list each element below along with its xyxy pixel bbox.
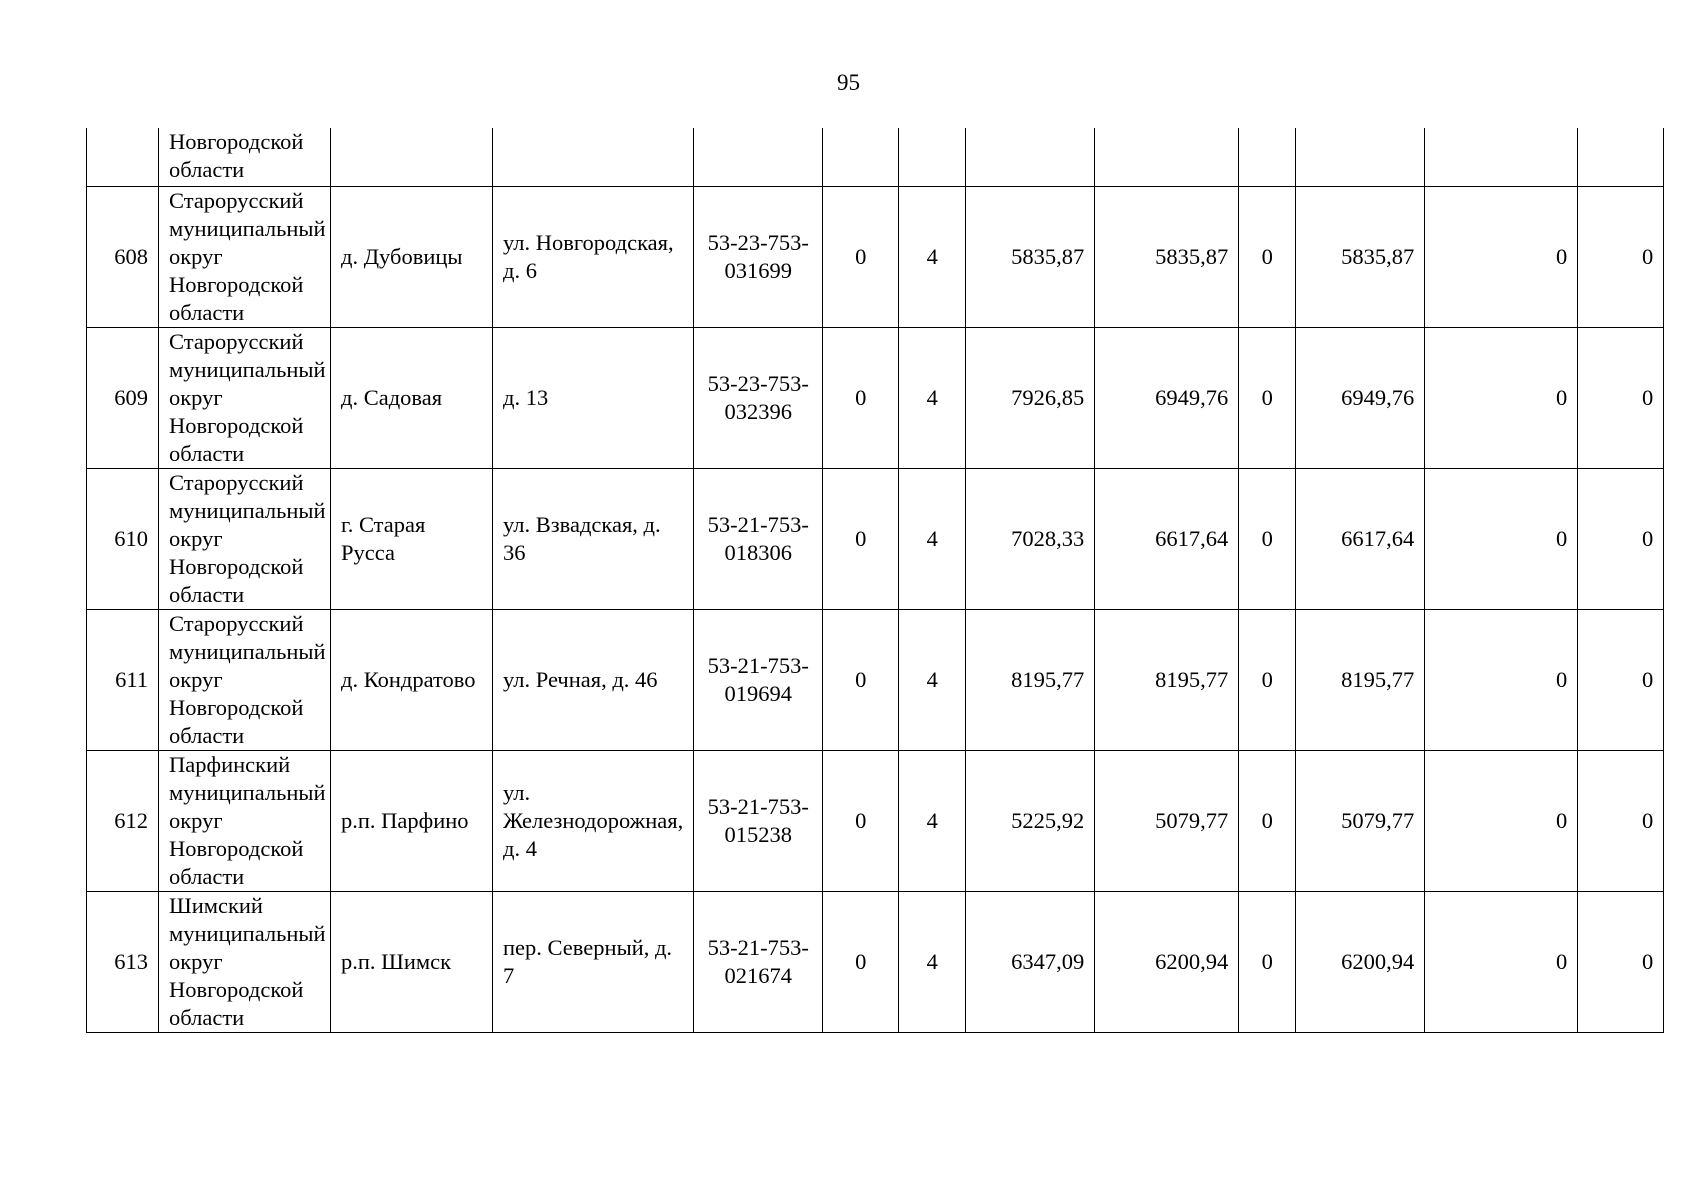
cell-col6: 0: [823, 327, 899, 468]
cell-col6: 0: [823, 609, 899, 750]
cell-municipality: Старорусский муниципальный округ Новгородской области: [159, 327, 331, 468]
cell-col8: [966, 128, 1095, 186]
cell-col7: 4: [899, 891, 966, 1032]
cell-code: 53-21-753-015238: [694, 750, 823, 891]
cell-col7: 4: [899, 468, 966, 609]
cell-address: пер. Северный, д. 7: [493, 891, 694, 1032]
cell-settlement: р.п. Парфино: [331, 750, 493, 891]
cell-col7: [899, 128, 966, 186]
cell-col11: 8195,77: [1296, 609, 1425, 750]
cell-address: ул. Новгородская, д. 6: [493, 186, 694, 327]
cell-col12: [1425, 128, 1578, 186]
cell-code: 53-23-753-031699: [694, 186, 823, 327]
cell-col7: 4: [899, 750, 966, 891]
cell-col13: 0: [1578, 327, 1664, 468]
cell-col12: 0: [1425, 327, 1578, 468]
cell-col10: 0: [1239, 327, 1296, 468]
table-row-continuation: [87, 128, 1664, 186]
cell-col10: 0: [1239, 609, 1296, 750]
cell-col12: 0: [1425, 609, 1578, 750]
cell-col9: 6200,94: [1095, 891, 1239, 1032]
cell-col8: 5225,92: [966, 750, 1095, 891]
cell-col11: 6949,76: [1296, 327, 1425, 468]
cell-address: ул. Речная, д. 46: [493, 609, 694, 750]
cell-num: 613: [87, 891, 159, 1032]
cell-col6: 0: [823, 186, 899, 327]
cell-col10: 0: [1239, 186, 1296, 327]
cell-settlement: д. Дубовицы: [331, 186, 493, 327]
cell-code: 53-21-753-018306: [694, 468, 823, 609]
table-row: [87, 750, 1664, 891]
cell-municipality: Старорусский муниципальный округ Новгородской области: [159, 609, 331, 750]
cell-col7: 4: [899, 609, 966, 750]
table-row: [87, 891, 1664, 1032]
cell-col8: 7028,33: [966, 468, 1095, 609]
cell-code: 53-21-753-019694: [694, 609, 823, 750]
cell-col6: 0: [823, 750, 899, 891]
cell-col9: 8195,77: [1095, 609, 1239, 750]
cell-col6: 0: [823, 468, 899, 609]
cell-col10: 0: [1239, 891, 1296, 1032]
cell-col13: 0: [1578, 186, 1664, 327]
cell-settlement: [331, 128, 493, 186]
cell-code: 53-23-753-032396: [694, 327, 823, 468]
cell-col8: 6347,09: [966, 891, 1095, 1032]
cell-settlement: г. Старая Русса: [331, 468, 493, 609]
cell-municipality: Шимский муниципальный округ Новгородской области: [159, 891, 331, 1032]
cell-col11: 6200,94: [1296, 891, 1425, 1032]
cell-col10: 0: [1239, 468, 1296, 609]
cell-settlement: д. Кондратово: [331, 609, 493, 750]
cell-col9: 6617,64: [1095, 468, 1239, 609]
cell-num: 611: [87, 609, 159, 750]
cell-address: д. 13: [493, 327, 694, 468]
cell-col6: [823, 128, 899, 186]
cell-col13: 0: [1578, 750, 1664, 891]
cell-code: [694, 128, 823, 186]
data-table: [86, 128, 1664, 1033]
cell-num: 609: [87, 327, 159, 468]
cell-address: ул. Железнодорожная, д. 4: [493, 750, 694, 891]
cell-num: [87, 128, 159, 186]
cell-num: 608: [87, 186, 159, 327]
cell-municipality: Старорусский муниципальный округ Новгородской области: [159, 186, 331, 327]
cell-col11: [1296, 128, 1425, 186]
cell-col12: 0: [1425, 891, 1578, 1032]
cell-address: ул. Взвадская, д. 36: [493, 468, 694, 609]
table-row: [87, 609, 1664, 750]
cell-col9: 5835,87: [1095, 186, 1239, 327]
cell-col12: 0: [1425, 186, 1578, 327]
cell-col8: 7926,85: [966, 327, 1095, 468]
cell-code: 53-21-753-021674: [694, 891, 823, 1032]
cell-num: 612: [87, 750, 159, 891]
cell-col8: 5835,87: [966, 186, 1095, 327]
cell-col8: 8195,77: [966, 609, 1095, 750]
cell-settlement: р.п. Шимск: [331, 891, 493, 1032]
cell-col10: 0: [1239, 750, 1296, 891]
cell-municipality: Парфинский муниципальный округ Новгородской области: [159, 750, 331, 891]
cell-col9: 6949,76: [1095, 327, 1239, 468]
cell-col6: 0: [823, 891, 899, 1032]
cell-col11: 5835,87: [1296, 186, 1425, 327]
cell-col10: [1239, 128, 1296, 186]
cell-col13: 0: [1578, 891, 1664, 1032]
cell-col11: 5079,77: [1296, 750, 1425, 891]
cell-num: 610: [87, 468, 159, 609]
cell-col7: 4: [899, 186, 966, 327]
cell-col9: [1095, 128, 1239, 186]
cell-col13: [1578, 128, 1664, 186]
cell-col12: 0: [1425, 468, 1578, 609]
cell-col9: 5079,77: [1095, 750, 1239, 891]
table-row: [87, 468, 1664, 609]
cell-col13: 0: [1578, 609, 1664, 750]
cell-col7: 4: [899, 327, 966, 468]
page-number: 95: [837, 70, 860, 95]
cell-col11: 6617,64: [1296, 468, 1425, 609]
cell-address: [493, 128, 694, 186]
cell-municipality: Старорусский муниципальный округ Новгородской области: [159, 468, 331, 609]
table-row: [87, 327, 1664, 468]
table-row: [87, 186, 1664, 327]
cell-municipality: Новгородской области: [159, 128, 331, 186]
cell-col13: 0: [1578, 468, 1664, 609]
cell-settlement: д. Садовая: [331, 327, 493, 468]
cell-col12: 0: [1425, 750, 1578, 891]
